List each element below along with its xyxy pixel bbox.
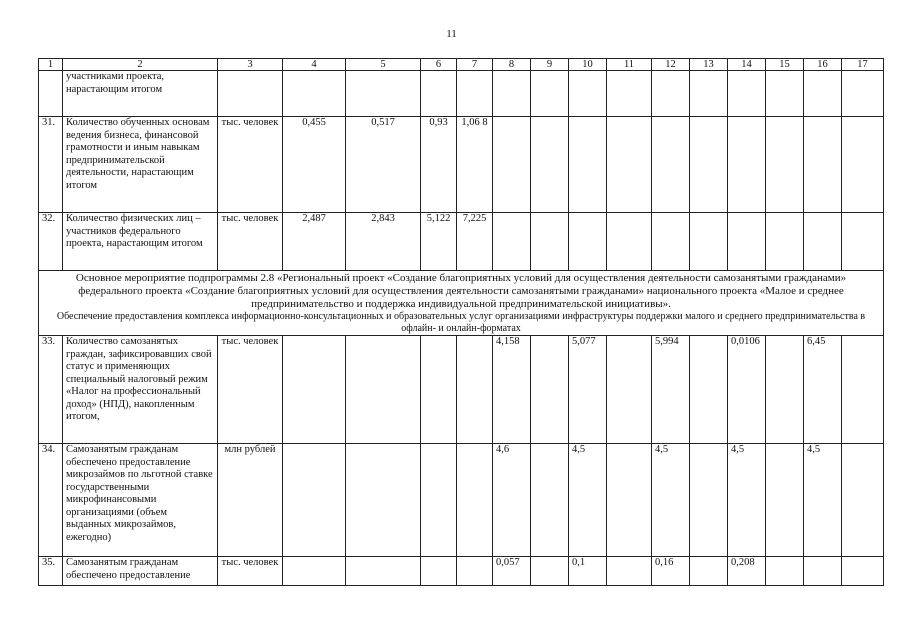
value-cell xyxy=(531,336,569,444)
value-cell: 0,93 xyxy=(421,117,457,213)
value-cell xyxy=(607,117,652,213)
value-cell xyxy=(531,444,569,557)
value-cell: 5,077 xyxy=(569,336,607,444)
value-cell xyxy=(842,71,884,117)
column-header: 7 xyxy=(457,59,493,71)
unit-of-measure: тыс. человек xyxy=(218,213,283,271)
value-cell xyxy=(531,117,569,213)
value-cell xyxy=(842,117,884,213)
column-header: 13 xyxy=(690,59,728,71)
column-header: 5 xyxy=(346,59,421,71)
value-cell xyxy=(652,213,690,271)
value-cell xyxy=(457,336,493,444)
value-cell xyxy=(804,557,842,586)
indicator-name: Количество физических лиц – участников федерального проекта, нарастающим итогом xyxy=(63,213,218,271)
indicator-name: участниками проекта, нарастающим итогом xyxy=(63,71,218,117)
table-row xyxy=(39,117,884,213)
value-cell xyxy=(421,71,457,117)
section-heading xyxy=(39,271,884,336)
row-number: 35. xyxy=(39,557,63,586)
value-cell xyxy=(457,71,493,117)
value-cell: 5,122 xyxy=(421,213,457,271)
value-cell xyxy=(728,117,766,213)
row-number xyxy=(39,71,63,117)
section-row xyxy=(39,271,884,336)
value-cell xyxy=(804,71,842,117)
value-cell: 0,057 xyxy=(493,557,531,586)
value-cell xyxy=(690,444,728,557)
unit-of-measure: млн рублей xyxy=(218,444,283,557)
value-cell xyxy=(766,213,804,271)
row-number: 33. xyxy=(39,336,63,444)
row-number: 34. xyxy=(39,444,63,557)
value-cell xyxy=(493,71,531,117)
value-cell: 4,6 xyxy=(493,444,531,557)
value-cell xyxy=(607,444,652,557)
value-cell xyxy=(804,117,842,213)
table-row xyxy=(39,444,884,557)
value-cell xyxy=(531,213,569,271)
value-cell: 6,45 xyxy=(804,336,842,444)
value-cell: 7,225 xyxy=(457,213,493,271)
table-row xyxy=(39,213,884,271)
value-cell xyxy=(607,557,652,586)
table-row xyxy=(39,71,884,117)
column-header: 11 xyxy=(607,59,652,71)
column-header: 17 xyxy=(842,59,884,71)
unit-of-measure xyxy=(218,71,283,117)
value-cell xyxy=(346,444,421,557)
value-cell: 2,843 xyxy=(346,213,421,271)
value-cell xyxy=(607,213,652,271)
value-cell xyxy=(766,444,804,557)
value-cell xyxy=(283,557,346,586)
value-cell xyxy=(569,71,607,117)
value-cell xyxy=(283,336,346,444)
value-cell xyxy=(569,213,607,271)
column-header: 2 xyxy=(63,59,218,71)
value-cell xyxy=(457,557,493,586)
value-cell xyxy=(842,213,884,271)
unit-of-measure: тыс. человек xyxy=(218,557,283,586)
value-cell xyxy=(346,336,421,444)
table-row xyxy=(39,557,884,586)
value-cell xyxy=(493,213,531,271)
column-header: 15 xyxy=(766,59,804,71)
value-cell xyxy=(652,71,690,117)
value-cell: 0,16 xyxy=(652,557,690,586)
column-header: 8 xyxy=(493,59,531,71)
value-cell: 0,455 xyxy=(283,117,346,213)
header-row xyxy=(39,59,884,71)
column-header: 16 xyxy=(804,59,842,71)
value-cell xyxy=(652,117,690,213)
value-cell xyxy=(421,557,457,586)
indicator-name: Самозанятым гражданам обеспечено предоставление xyxy=(63,557,218,586)
value-cell xyxy=(531,71,569,117)
value-cell: 4,5 xyxy=(804,444,842,557)
value-cell xyxy=(607,336,652,444)
value-cell xyxy=(690,213,728,271)
value-cell xyxy=(766,117,804,213)
value-cell xyxy=(531,557,569,586)
value-cell xyxy=(804,213,842,271)
value-cell xyxy=(283,71,346,117)
value-cell: 2,487 xyxy=(283,213,346,271)
unit-of-measure: тыс. человек xyxy=(218,336,283,444)
value-cell xyxy=(421,336,457,444)
value-cell xyxy=(842,557,884,586)
section-sub-text: Обеспечение предоставления комплекса информационно-консультационных и образовательных услуг организациями инфраструктуры поддержки малого и среднего предпринимательства в офлайн- и онлайн-форматах xyxy=(56,311,866,334)
value-cell: 4,158 xyxy=(493,336,531,444)
value-cell xyxy=(766,557,804,586)
value-cell: 4,5 xyxy=(728,444,766,557)
column-header: 6 xyxy=(421,59,457,71)
column-header: 14 xyxy=(728,59,766,71)
indicator-name: Количество самозанятых граждан, зафиксировавших свой статус и применяющих специальный налоговый режим «Налог на профессиональный доход» (НПД), накопленным итогом, xyxy=(63,336,218,444)
unit-of-measure: тыс. человек xyxy=(218,117,283,213)
value-cell: 5,994 xyxy=(652,336,690,444)
value-cell: 0,1 xyxy=(569,557,607,586)
table-row xyxy=(39,336,884,444)
value-cell xyxy=(346,71,421,117)
value-cell xyxy=(690,557,728,586)
column-header: 3 xyxy=(218,59,283,71)
value-cell xyxy=(421,444,457,557)
row-number: 32. xyxy=(39,213,63,271)
value-cell xyxy=(766,336,804,444)
value-cell: 1,06 8 xyxy=(457,117,493,213)
value-cell xyxy=(457,444,493,557)
value-cell xyxy=(690,71,728,117)
value-cell xyxy=(842,444,884,557)
section-main-text: Основное мероприятие подпрограммы 2.8 «Региональный проект «Создание благоприятных условий для осуществления деятельности самозанятыми гражданами» федерального проекта «Создание благоприятных условий для осуществления деятельности самозанятыми гражданами» национального проекта «Малое и среднее предпринимательство и поддержка индивидуальной предпринимательской инициативы». xyxy=(75,272,847,310)
value-cell xyxy=(842,336,884,444)
indicator-name: Количество обученных основам ведения бизнеса, финансовой грамотности и иным навыкам предпринимательской деятельности, нарастающим итогом xyxy=(63,117,218,213)
value-cell: 4,5 xyxy=(569,444,607,557)
value-cell: 4,5 xyxy=(652,444,690,557)
value-cell: 0,517 xyxy=(346,117,421,213)
value-cell xyxy=(766,71,804,117)
indicators-table xyxy=(38,58,884,586)
value-cell xyxy=(728,213,766,271)
value-cell: 0,208 xyxy=(728,557,766,586)
page-number: 11 xyxy=(446,28,457,40)
column-header: 4 xyxy=(283,59,346,71)
value-cell xyxy=(728,71,766,117)
indicator-name: Самозанятым гражданам обеспечено предоставление микрозаймов по льготной ставке государственными микрофинансовыми организациями (объем выданных микрозаймов, ежегодно) xyxy=(63,444,218,557)
row-number: 31. xyxy=(39,117,63,213)
value-cell xyxy=(607,71,652,117)
column-header: 10 xyxy=(569,59,607,71)
value-cell xyxy=(493,117,531,213)
column-header: 9 xyxy=(531,59,569,71)
value-cell xyxy=(283,444,346,557)
value-cell xyxy=(690,336,728,444)
column-header: 12 xyxy=(652,59,690,71)
value-cell xyxy=(569,117,607,213)
value-cell: 0,0106 xyxy=(728,336,766,444)
value-cell xyxy=(690,117,728,213)
value-cell xyxy=(346,557,421,586)
column-header: 1 xyxy=(39,59,63,71)
